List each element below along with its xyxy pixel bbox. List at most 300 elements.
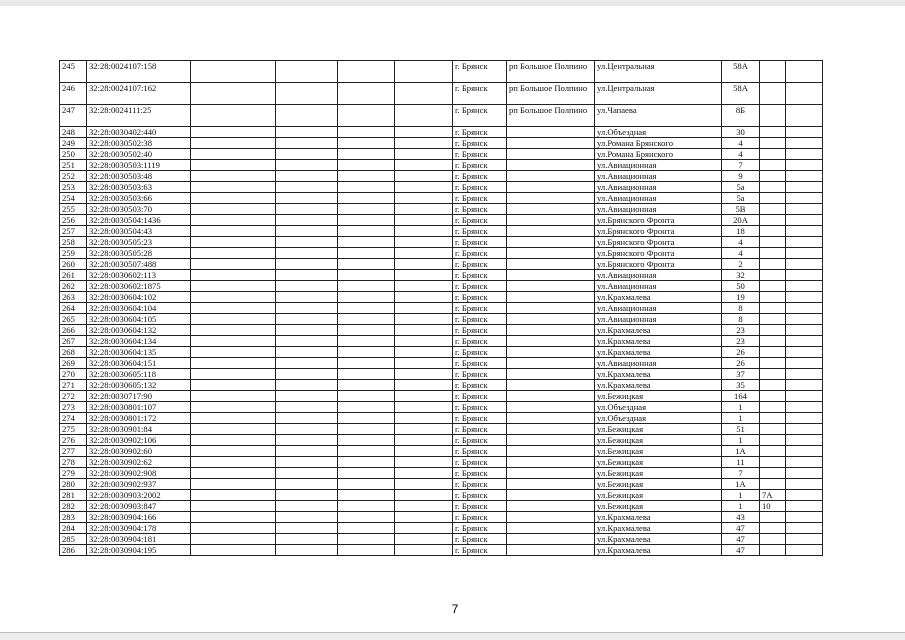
cell-empty: [395, 281, 453, 292]
cell-settlement: [507, 171, 595, 182]
table-row: [60, 358, 823, 369]
cell-extra: [760, 281, 786, 292]
cell-empty: [395, 413, 453, 424]
cell-house: 4: [722, 149, 760, 160]
cell-empty: [276, 435, 338, 446]
cell-empty: [395, 149, 453, 160]
cell-empty: [395, 501, 453, 512]
cell-city: г. Брянск: [453, 160, 507, 171]
table-row: [60, 501, 823, 512]
cell-empty: [395, 303, 453, 314]
cell-city: г. Брянск: [453, 182, 507, 193]
cell-empty: [786, 138, 823, 149]
cell-empty: [191, 237, 276, 248]
cell-street: ул.Авиационная: [595, 204, 722, 215]
cell-cadastral: 32:28:0030602:1875: [87, 281, 191, 292]
cell-settlement: [507, 237, 595, 248]
cell-empty: [338, 149, 395, 160]
cell-extra: [760, 380, 786, 391]
cell-empty: [191, 391, 276, 402]
cell-num: 257: [60, 226, 87, 237]
cell-num: 254: [60, 193, 87, 204]
cell-city: г. Брянск: [453, 402, 507, 413]
cell-num: 272: [60, 391, 87, 402]
cell-extra: [760, 248, 786, 259]
cell-cadastral: 32:28:0030402:440: [87, 127, 191, 138]
cell-empty: [338, 215, 395, 226]
cell-empty: [395, 226, 453, 237]
cell-house: 26: [722, 358, 760, 369]
cell-empty: [191, 171, 276, 182]
cell-street: ул.Объездная: [595, 127, 722, 138]
cell-empty: [276, 358, 338, 369]
cell-house: 164: [722, 391, 760, 402]
cell-empty: [276, 391, 338, 402]
cell-cadastral: 32:28:0030904:178: [87, 523, 191, 534]
cell-settlement: [507, 193, 595, 204]
cell-extra: [760, 127, 786, 138]
cell-empty: [191, 105, 276, 127]
cell-empty: [191, 281, 276, 292]
table-row: [60, 369, 823, 380]
cell-empty: [395, 347, 453, 358]
cell-empty: [786, 204, 823, 215]
cell-extra: [760, 270, 786, 281]
cell-empty: [395, 369, 453, 380]
cell-settlement: [507, 402, 595, 413]
cell-empty: [276, 248, 338, 259]
cell-empty: [276, 314, 338, 325]
cell-empty: [395, 248, 453, 259]
cell-extra: [760, 215, 786, 226]
table-row: [60, 160, 823, 171]
cell-empty: [276, 182, 338, 193]
cell-num: 283: [60, 512, 87, 523]
cell-extra: [760, 314, 786, 325]
cell-empty: [276, 336, 338, 347]
cell-empty: [191, 369, 276, 380]
cell-empty: [786, 534, 823, 545]
cell-city: г. Брянск: [453, 523, 507, 534]
cell-empty: [276, 380, 338, 391]
cell-cadastral: 32:28:0030502:40: [87, 149, 191, 160]
cell-empty: [338, 347, 395, 358]
cell-city: г. Брянск: [453, 193, 507, 204]
cell-city: г. Брянск: [453, 171, 507, 182]
cell-extra: [760, 424, 786, 435]
cell-num: 259: [60, 248, 87, 259]
cell-street: ул.Авиационная: [595, 160, 722, 171]
cell-num: 260: [60, 259, 87, 270]
cell-cadastral: 32:28:0024107:162: [87, 83, 191, 105]
cell-empty: [191, 314, 276, 325]
cell-num: 281: [60, 490, 87, 501]
cell-extra: [760, 105, 786, 127]
table-row: [60, 314, 823, 325]
cell-settlement: [507, 479, 595, 490]
cell-house: 43: [722, 512, 760, 523]
cell-empty: [786, 314, 823, 325]
cell-extra: [760, 534, 786, 545]
cell-empty: [395, 182, 453, 193]
cell-house: 18: [722, 226, 760, 237]
cell-empty: [395, 215, 453, 226]
cell-extra: [760, 402, 786, 413]
cell-empty: [338, 446, 395, 457]
cell-empty: [786, 303, 823, 314]
cell-settlement: [507, 391, 595, 402]
cell-empty: [338, 237, 395, 248]
cell-cadastral: 32:28:0030604:134: [87, 336, 191, 347]
cell-settlement: [507, 512, 595, 523]
cell-empty: [276, 61, 338, 83]
cell-empty: [276, 160, 338, 171]
cell-extra: [760, 435, 786, 446]
cell-street: ул.Крахмалева: [595, 512, 722, 523]
cell-street: ул.Брянского Фронта: [595, 215, 722, 226]
cell-street: ул.Авиационная: [595, 303, 722, 314]
cell-street: ул.Крахмалева: [595, 534, 722, 545]
cell-extra: 7А: [760, 490, 786, 501]
cell-empty: [338, 270, 395, 281]
cell-extra: [760, 149, 786, 160]
cell-empty: [395, 545, 453, 556]
cell-city: г. Брянск: [453, 237, 507, 248]
cell-empty: [338, 138, 395, 149]
cell-empty: [276, 292, 338, 303]
cell-empty: [338, 83, 395, 105]
cell-cadastral: 32:28:0030505:28: [87, 248, 191, 259]
cell-empty: [395, 127, 453, 138]
cell-house: 30: [722, 127, 760, 138]
cell-house: 37: [722, 369, 760, 380]
cell-empty: [191, 446, 276, 457]
cell-empty: [276, 303, 338, 314]
cell-settlement: [507, 270, 595, 281]
cell-settlement: [507, 325, 595, 336]
cell-street: ул.Крахмалева: [595, 369, 722, 380]
cell-cadastral: 32:28:0030801:107: [87, 402, 191, 413]
cell-empty: [338, 336, 395, 347]
cell-empty: [338, 226, 395, 237]
cell-street: ул.Центральная: [595, 61, 722, 83]
cell-house: 47: [722, 545, 760, 556]
table-row: [60, 435, 823, 446]
cell-empty: [191, 402, 276, 413]
table-row: [60, 380, 823, 391]
cell-empty: [191, 380, 276, 391]
cell-house: 2: [722, 259, 760, 270]
cell-num: 250: [60, 149, 87, 160]
cell-street: ул.Авиационная: [595, 182, 722, 193]
cell-city: г. Брянск: [453, 215, 507, 226]
cell-street: ул.Крахмалева: [595, 545, 722, 556]
cell-settlement: [507, 380, 595, 391]
cell-empty: [786, 424, 823, 435]
cell-empty: [338, 490, 395, 501]
cell-house: 47: [722, 534, 760, 545]
cell-extra: [760, 182, 786, 193]
cell-street: ул.Бежицкая: [595, 501, 722, 512]
cell-empty: [786, 215, 823, 226]
table-row: [60, 259, 823, 270]
cell-empty: [276, 402, 338, 413]
cell-empty: [395, 512, 453, 523]
cell-house: 4: [722, 248, 760, 259]
table-row: [60, 512, 823, 523]
cell-empty: [395, 479, 453, 490]
table-row: [60, 248, 823, 259]
cell-empty: [338, 193, 395, 204]
table-row: [60, 391, 823, 402]
cell-num: 265: [60, 314, 87, 325]
cell-city: г. Брянск: [453, 545, 507, 556]
cell-empty: [786, 446, 823, 457]
cell-num: 264: [60, 303, 87, 314]
cell-street: ул.Объездная: [595, 402, 722, 413]
table-row: [60, 83, 823, 105]
table-row: [60, 534, 823, 545]
cell-city: г. Брянск: [453, 413, 507, 424]
cell-house: 1: [722, 402, 760, 413]
cell-empty: [338, 391, 395, 402]
cell-settlement: рп Большое Полпино: [507, 61, 595, 83]
cell-house: 51: [722, 424, 760, 435]
cell-street: ул.Авиационная: [595, 314, 722, 325]
cell-empty: [276, 270, 338, 281]
table-row: [60, 215, 823, 226]
cell-cadastral: 32:28:0030604:102: [87, 292, 191, 303]
cell-extra: [760, 226, 786, 237]
cell-city: г. Брянск: [453, 347, 507, 358]
cell-extra: [760, 303, 786, 314]
cell-extra: [760, 259, 786, 270]
cell-city: г. Брянск: [453, 479, 507, 490]
cell-num: 247: [60, 105, 87, 127]
cell-empty: [276, 501, 338, 512]
cell-street: ул.Бежицкая: [595, 424, 722, 435]
cell-empty: [191, 358, 276, 369]
cell-empty: [338, 358, 395, 369]
cell-city: г. Брянск: [453, 61, 507, 83]
cell-num: 251: [60, 160, 87, 171]
cell-empty: [276, 490, 338, 501]
cell-house: 7: [722, 468, 760, 479]
cell-house: 35: [722, 380, 760, 391]
cell-empty: [276, 127, 338, 138]
cell-empty: [191, 182, 276, 193]
cell-empty: [395, 193, 453, 204]
cell-empty: [191, 204, 276, 215]
cell-num: 246: [60, 83, 87, 105]
cell-empty: [191, 138, 276, 149]
cell-empty: [395, 457, 453, 468]
cell-house: 1: [722, 501, 760, 512]
cell-extra: [760, 237, 786, 248]
cell-empty: [338, 402, 395, 413]
cell-empty: [786, 512, 823, 523]
cell-city: г. Брянск: [453, 512, 507, 523]
cell-extra: [760, 292, 786, 303]
cell-num: 261: [60, 270, 87, 281]
cell-cadastral: 32:28:0030503:63: [87, 182, 191, 193]
cell-street: ул.Крахмалева: [595, 325, 722, 336]
cell-extra: [760, 413, 786, 424]
table-row: [60, 171, 823, 182]
cell-city: г. Брянск: [453, 127, 507, 138]
cell-settlement: рп Большое Полпино: [507, 105, 595, 127]
cell-cadastral: 32:28:0030503:48: [87, 171, 191, 182]
cell-street: ул.Авиационная: [595, 281, 722, 292]
cell-empty: [786, 369, 823, 380]
scan-top-edge: [0, 0, 905, 6]
cell-settlement: [507, 281, 595, 292]
cell-empty: [338, 523, 395, 534]
cell-empty: [276, 259, 338, 270]
cell-empty: [786, 435, 823, 446]
cell-extra: [760, 369, 786, 380]
cell-cadastral: 32:28:0030605:132: [87, 380, 191, 391]
cell-settlement: [507, 545, 595, 556]
cell-settlement: [507, 358, 595, 369]
cell-cadastral: 32:28:0030503:70: [87, 204, 191, 215]
table-row: [60, 182, 823, 193]
cell-empty: [786, 490, 823, 501]
cell-city: г. Брянск: [453, 369, 507, 380]
cell-extra: [760, 512, 786, 523]
cell-extra: [760, 61, 786, 83]
cell-city: г. Брянск: [453, 281, 507, 292]
cell-house: 32: [722, 270, 760, 281]
cell-num: 266: [60, 325, 87, 336]
cell-num: 277: [60, 446, 87, 457]
cell-empty: [276, 138, 338, 149]
cell-settlement: [507, 424, 595, 435]
page-number: 7: [451, 602, 459, 616]
cell-extra: [760, 358, 786, 369]
cell-empty: [191, 413, 276, 424]
table-row: [60, 402, 823, 413]
cell-house: 8: [722, 303, 760, 314]
cell-extra: [760, 457, 786, 468]
cell-extra: [760, 83, 786, 105]
cell-empty: [276, 105, 338, 127]
cell-street: ул.Авиационная: [595, 358, 722, 369]
cell-house: 58А: [722, 61, 760, 83]
cell-settlement: [507, 314, 595, 325]
cell-city: г. Брянск: [453, 325, 507, 336]
cell-empty: [191, 160, 276, 171]
cell-city: г. Брянск: [453, 391, 507, 402]
cell-extra: [760, 545, 786, 556]
cell-cadastral: 32:28:0030503:1119: [87, 160, 191, 171]
cell-empty: [191, 292, 276, 303]
cell-city: г. Брянск: [453, 446, 507, 457]
cell-cadastral: 32:28:0024111:25: [87, 105, 191, 127]
table-row: [60, 468, 823, 479]
cell-empty: [786, 413, 823, 424]
cell-empty: [786, 248, 823, 259]
cell-settlement: [507, 534, 595, 545]
cell-num: 262: [60, 281, 87, 292]
cell-house: 1А: [722, 479, 760, 490]
cell-empty: [395, 61, 453, 83]
cell-empty: [338, 479, 395, 490]
cell-settlement: [507, 215, 595, 226]
cell-city: г. Брянск: [453, 534, 507, 545]
cell-cadastral: 32:28:0030904:181: [87, 534, 191, 545]
cell-city: г. Брянск: [453, 490, 507, 501]
cell-city: г. Брянск: [453, 303, 507, 314]
cell-settlement: [507, 204, 595, 215]
cell-cadastral: 32:28:0030602:113: [87, 270, 191, 281]
cell-empty: [276, 479, 338, 490]
table-row: [60, 127, 823, 138]
cell-house: 20А: [722, 215, 760, 226]
cell-num: 274: [60, 413, 87, 424]
cell-street: ул.Брянского Фронта: [595, 237, 722, 248]
cell-street: ул.Бежицкая: [595, 435, 722, 446]
cell-house: 5а: [722, 182, 760, 193]
cell-empty: [276, 534, 338, 545]
cell-cadastral: 32:28:0030604:104: [87, 303, 191, 314]
cell-empty: [786, 259, 823, 270]
cell-num: 268: [60, 347, 87, 358]
cell-empty: [786, 336, 823, 347]
cell-empty: [786, 479, 823, 490]
cell-empty: [191, 61, 276, 83]
table-row: [60, 446, 823, 457]
cell-empty: [786, 270, 823, 281]
cell-num: 267: [60, 336, 87, 347]
cell-num: 256: [60, 215, 87, 226]
cell-city: г. Брянск: [453, 435, 507, 446]
cell-street: ул.Объездная: [595, 413, 722, 424]
cell-empty: [395, 83, 453, 105]
cell-house: 5а: [722, 193, 760, 204]
table-row: [60, 237, 823, 248]
cell-empty: [395, 105, 453, 127]
cell-house: 1: [722, 490, 760, 501]
cell-settlement: [507, 259, 595, 270]
cell-cadastral: 32:28:0030902:60: [87, 446, 191, 457]
table-row: [60, 457, 823, 468]
cell-empty: [786, 237, 823, 248]
cell-empty: [786, 160, 823, 171]
cell-cadastral: 32:28:0030902:62: [87, 457, 191, 468]
cell-empty: [276, 215, 338, 226]
cell-extra: [760, 204, 786, 215]
cell-empty: [338, 160, 395, 171]
cell-empty: [786, 182, 823, 193]
cell-extra: [760, 391, 786, 402]
cell-empty: [395, 391, 453, 402]
table-row: [60, 226, 823, 237]
table-row: [60, 281, 823, 292]
cell-street: ул.Авиационная: [595, 270, 722, 281]
table-row: [60, 336, 823, 347]
cell-empty: [191, 347, 276, 358]
cell-empty: [276, 468, 338, 479]
cell-settlement: [507, 435, 595, 446]
cell-city: г. Брянск: [453, 105, 507, 127]
cell-settlement: [507, 457, 595, 468]
cell-empty: [395, 270, 453, 281]
cell-settlement: [507, 413, 595, 424]
cell-empty: [191, 149, 276, 160]
cell-empty: [276, 413, 338, 424]
cell-house: 8: [722, 314, 760, 325]
